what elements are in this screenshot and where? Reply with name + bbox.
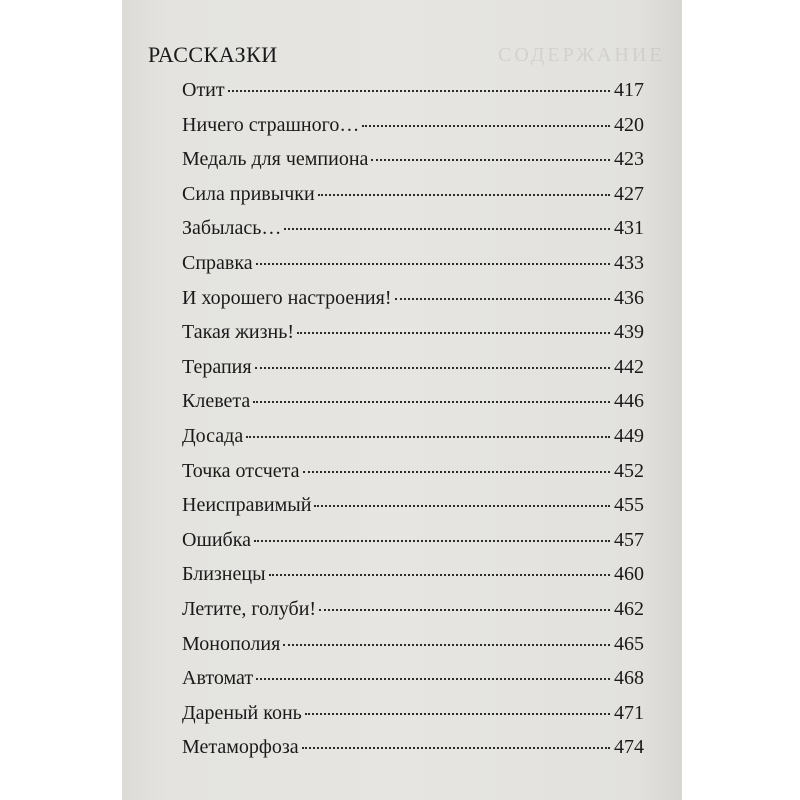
- toc-entry-title: Дареный конь: [182, 701, 302, 724]
- toc-entry[interactable]: [182, 252, 644, 287]
- dot-leader: [246, 436, 610, 438]
- toc-entry[interactable]: [182, 79, 644, 114]
- toc-entry-page: 427: [614, 182, 644, 205]
- toc-entry[interactable]: [182, 633, 644, 668]
- toc-entry-title: Медаль для чемпиона: [182, 148, 369, 171]
- dot-leader: [314, 505, 610, 507]
- toc-entry-title: Ничего страшного…: [182, 113, 360, 136]
- dot-leader: [303, 471, 610, 473]
- toc-entry[interactable]: [182, 529, 644, 564]
- toc-entry-page: 468: [614, 667, 644, 690]
- toc-entry[interactable]: [182, 356, 644, 391]
- toc-entry[interactable]: [182, 598, 644, 633]
- toc-entry-title: Монополия: [182, 632, 281, 655]
- dot-leader: [254, 540, 610, 542]
- toc-entry-page: 474: [614, 736, 644, 759]
- toc-entry-page: 452: [614, 459, 644, 482]
- dot-leader: [395, 298, 611, 300]
- toc-entry-title: Близнецы: [182, 563, 266, 586]
- toc-entry[interactable]: [182, 390, 644, 425]
- toc-entry-page: 471: [614, 701, 644, 724]
- toc-entry[interactable]: [182, 425, 644, 460]
- toc-entry[interactable]: [182, 183, 644, 218]
- toc-entry-page: 455: [614, 494, 644, 517]
- toc-entry-page: 417: [614, 79, 644, 101]
- toc-entry-title: Клевета: [182, 390, 251, 413]
- section-heading: РАССКАЗКИ: [148, 42, 278, 67]
- dot-leader: [256, 263, 610, 265]
- toc-entry-page: 446: [614, 390, 644, 413]
- toc-entry-title: Справка: [182, 251, 253, 274]
- toc-entry[interactable]: [182, 217, 644, 252]
- toc-entry-page: 433: [614, 251, 644, 274]
- toc-entry-page: 439: [614, 321, 644, 344]
- toc-entry-page: 449: [614, 424, 644, 447]
- dot-leader: [318, 194, 610, 196]
- toc-entry-page: 457: [614, 528, 644, 551]
- toc-entry-page: 460: [614, 563, 644, 586]
- toc-entry-title: Точка отсчета: [182, 459, 300, 482]
- toc-entry-title: Летите, голуби!: [182, 597, 317, 620]
- toc-entry-title: Досада: [182, 424, 244, 447]
- dot-leader: [297, 332, 610, 334]
- toc-entry-title: Автомат: [182, 667, 254, 690]
- toc-entry-title: Забылась…: [182, 217, 282, 240]
- dot-leader: [362, 125, 610, 127]
- dot-leader: [269, 574, 610, 576]
- dot-leader: [228, 90, 610, 92]
- toc-entry-title: И хорошего настроения!: [182, 286, 392, 309]
- toc-entry[interactable]: [182, 148, 644, 183]
- toc-entry[interactable]: [182, 736, 644, 771]
- toc-entry-title: Неисправимый: [182, 494, 312, 517]
- toc-entry-title: Терапия: [182, 355, 252, 378]
- toc-entry-title: Ошибка: [182, 528, 252, 551]
- dot-leader: [253, 401, 610, 403]
- toc-entry-page: 442: [614, 355, 644, 378]
- toc-entry-page: 436: [614, 286, 644, 309]
- toc-entry[interactable]: [182, 287, 644, 322]
- toc-entry[interactable]: [182, 702, 644, 737]
- dot-leader: [255, 367, 610, 369]
- toc-entry-title: Такая жизнь!: [182, 321, 294, 344]
- toc-entry[interactable]: [182, 494, 644, 529]
- bleed-through-heading: СОДЕРЖАНИЕ: [498, 44, 665, 66]
- toc-entry[interactable]: [182, 114, 644, 149]
- dot-leader: [305, 713, 610, 715]
- dot-leader: [256, 678, 610, 680]
- dot-leader: [302, 747, 610, 749]
- dot-leader: [371, 159, 610, 161]
- toc-entry[interactable]: [182, 667, 644, 702]
- dot-leader: [284, 228, 610, 230]
- toc-entry[interactable]: [182, 321, 644, 356]
- toc-entry-page: 420: [614, 113, 644, 136]
- toc-entry-title: Метаморфоза: [182, 736, 299, 759]
- toc-entry-page: 465: [614, 632, 644, 655]
- table-of-contents: [182, 79, 644, 771]
- toc-entry-page: 462: [614, 597, 644, 620]
- toc-entry-page: 431: [614, 217, 644, 240]
- toc-entry[interactable]: [182, 460, 644, 495]
- dot-leader: [283, 644, 610, 646]
- dot-leader: [319, 609, 610, 611]
- toc-entry-page: 423: [614, 148, 644, 171]
- toc-entry[interactable]: [182, 563, 644, 598]
- toc-entry-title: Сила привычки: [182, 182, 315, 205]
- toc-entry-title: Отит: [182, 79, 225, 101]
